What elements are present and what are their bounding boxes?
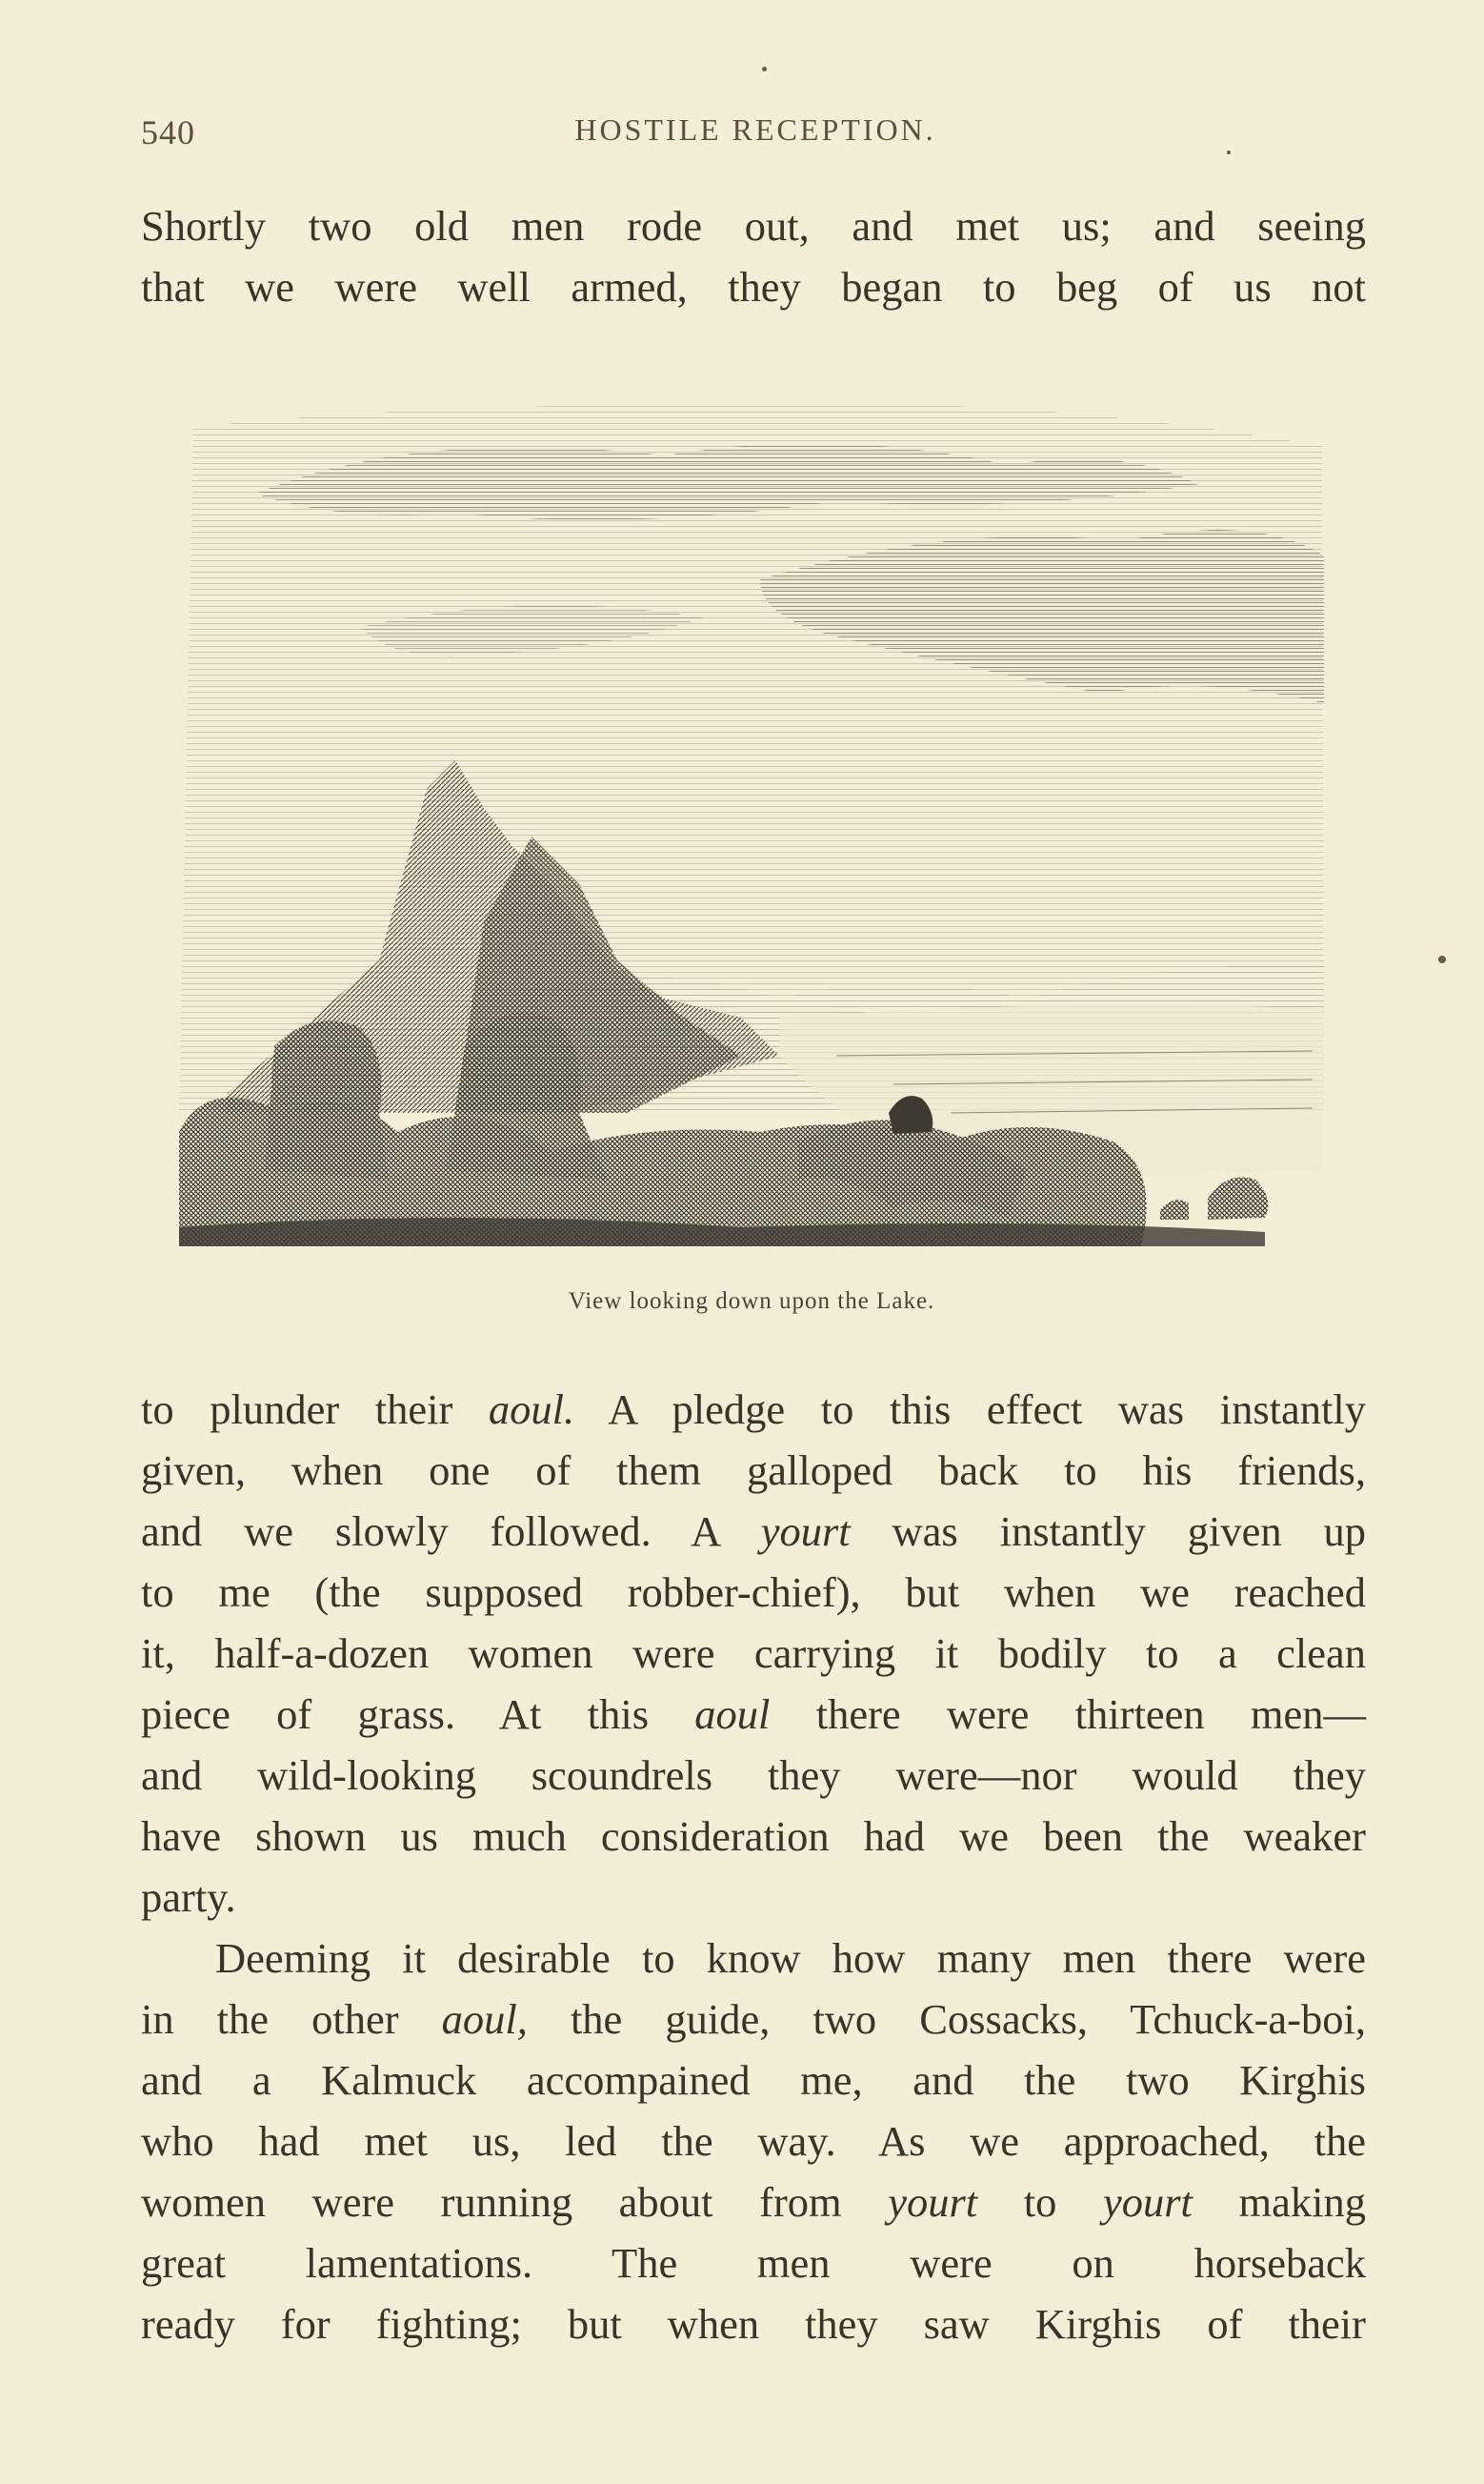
lake-engraving-illustration [170,389,1334,1265]
paragraph-aoul [141,1379,1366,1928]
figure-caption: View looking down upon the Lake. [568,1288,935,1314]
text-line: and we slowly followed. A yourt was instantly given up [141,1507,1367,1555]
ink-speck [762,67,767,71]
ink-speck [1438,956,1446,963]
text-line: piece of grass. At this aoul there were thirteen men— [141,1690,1366,1738]
text-line: great lamentations. The men were on horseback [141,2239,1366,2287]
paragraph-approach [141,1928,1366,2354]
running-head [141,112,1370,160]
lake-rock [1160,1200,1189,1220]
text-line: in the other aoul, the guide, two Cossacks, Tchuck-a-boi, [141,1995,1366,2043]
running-title: HOSTILE RECEPTION. [574,112,936,147]
lake-rock [1208,1178,1268,1221]
text-line: Deeming it desirable to know how many men there were [215,1934,1366,1982]
text-line: who had met us, led the way. As we approached, the [141,2117,1366,2165]
text-line: that we were well armed, they began to beg of us not [141,263,1366,311]
text-line: it, half-a-dozen women were carrying it bodily to a clean [141,1629,1366,1677]
text-line: and wild-looking scoundrels they were—nor would they [141,1751,1366,1799]
text-line: have shown us much consideration had we been the weaker [141,1812,1366,1860]
text-line: ready for fighting; but when they saw Kirghis of their [141,2300,1366,2348]
boulder [265,1020,389,1180]
text-line: to plunder their aoul. A pledge to this effect was instantly [141,1385,1366,1433]
text-line: and a Kalmuck accompained me, and the two Kirghis [141,2056,1366,2104]
text-line: women were running about from yourt to yourt making [141,2178,1366,2226]
page-number: 540 [141,113,195,151]
text-line: given, when one of them galloped back to his friends, [141,1446,1366,1494]
text-line: Shortly two old men rode out, and met us; and seeing [141,202,1366,250]
text-line: to me (the supposed robber-chief), but when we reached [141,1568,1366,1616]
paragraph-opening [141,195,1366,317]
text-line: party. [141,1873,236,1921]
